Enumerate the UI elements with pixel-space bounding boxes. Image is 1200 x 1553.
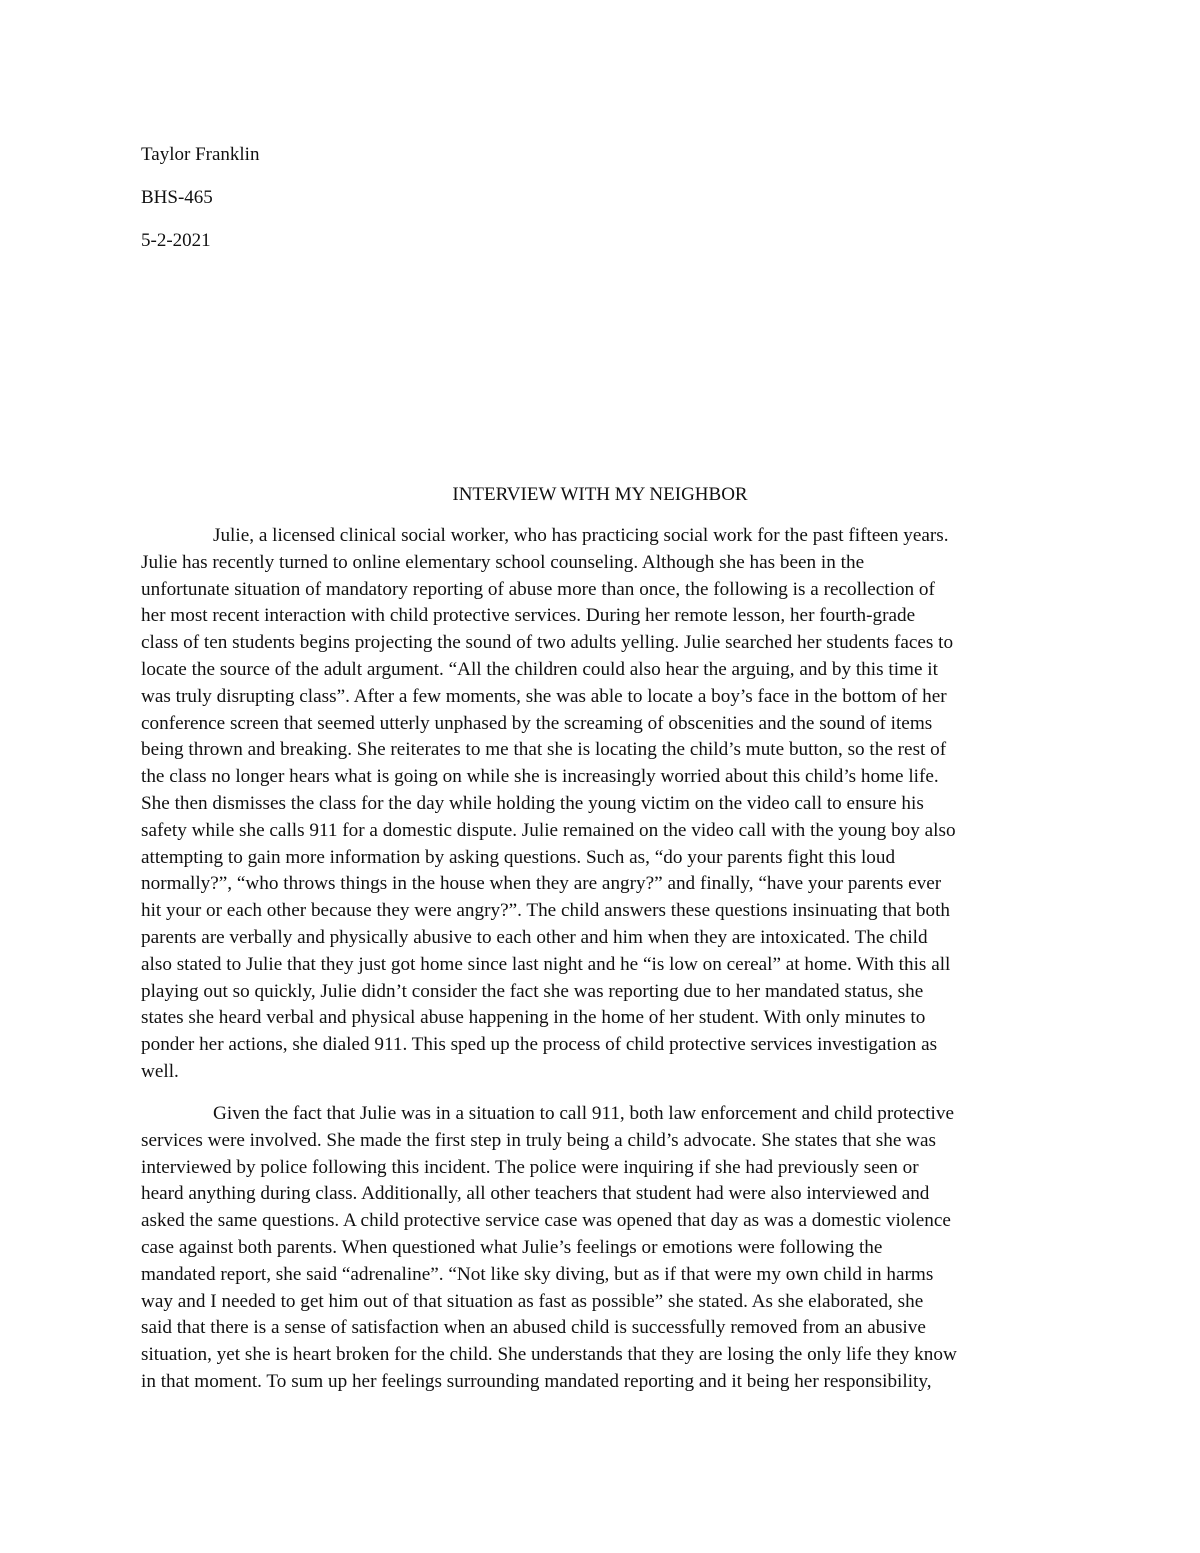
text-line: in that moment. To sum up her feelings surrounding mandated reporting and it being her responsibility, — [141, 1370, 932, 1392]
document-title: INTERVIEW WITH MY NEIGHBOR — [452, 484, 748, 505]
text-line: way and I needed to get him out of that situation as fast as possible” she stated. As she elaborated, she — [141, 1290, 924, 1312]
body-paragraph-2 — [141, 1101, 1063, 1396]
text-line: also stated to Julie that they just got home since last night and he “is low on cereal” at home. With this all — [141, 953, 951, 975]
text-line: conference screen that seemed utterly unphased by the screaming of obscenities and the sound of items — [141, 712, 933, 734]
text-line: playing out so quickly, Julie didn’t consider the fact she was reporting due to her mandated status, she — [141, 980, 924, 1002]
text-line: safety while she calls 911 for a domestic dispute. Julie remained on the video call with the young boy also — [141, 819, 956, 841]
text-line: services were involved. She made the first step in truly being a child’s advocate. She states that she was — [141, 1129, 936, 1151]
text-line: parents are verbally and physically abusive to each other and him when they are intoxicated. The child — [141, 926, 928, 948]
text-line: Given the fact that Julie was in a situation to call 911, both law enforcement and child protective — [213, 1103, 954, 1124]
author-name: Taylor Franklin — [141, 144, 260, 165]
text-line: hit your or each other because they were angry?”. The child answers these questions insinuating that both — [141, 900, 951, 922]
text-line: the class no longer hears what is going on while she is increasingly worried about this child’s home life. — [141, 766, 939, 788]
text-line: states she heard verbal and physical abuse happening in the home of her student. With only minutes to — [141, 1007, 926, 1029]
body-paragraph-1 — [141, 523, 1063, 1086]
text-line: attempting to gain more information by asking questions. Such as, “do your parents fight this loud — [141, 846, 896, 868]
document-date: 5-2-2021 — [141, 230, 211, 251]
text-line: case against both parents. When questioned what Julie’s feelings or emotions were following the — [141, 1236, 883, 1258]
text-line: mandated report, she said “adrenaline”. “Not like sky diving, but as if that were my own child in harms — [141, 1263, 934, 1285]
text-line: normally?”, “who throws things in the house when they are angry?” and finally, “have your parents ever — [141, 873, 942, 895]
text-line: heard anything during class. Additionally, all other teachers that student had were also interviewed and — [141, 1183, 930, 1205]
text-line: asked the same questions. A child protective service case was opened that day as was a domestic violence — [141, 1210, 951, 1232]
text-line: unfortunate situation of mandatory reporting of abuse more than once, the following is a recollection of — [141, 578, 935, 600]
text-line: well. — [141, 1060, 179, 1082]
text-line: class of ten students begins projecting the sound of two adults yelling. Julie searched her students faces to — [141, 632, 954, 654]
text-line: Julie, a licensed clinical social worker, who has practicing social work for the past fifteen years. — [213, 525, 949, 546]
course-code: BHS-465 — [141, 187, 213, 208]
text-line: was truly disrupting class”. After a few moments, she was able to locate a boy’s face in the bottom of her — [141, 685, 947, 707]
text-line: being thrown and breaking. She reiterates to me that she is locating the child’s mute button, so the rest of — [141, 739, 947, 761]
text-line: She then dismisses the class for the day while holding the young victim on the video call to ensure his — [141, 792, 924, 814]
text-line: ponder her actions, she dialed 911. This sped up the process of child protective services investigation as — [141, 1034, 938, 1056]
text-line: situation, yet she is heart broken for the child. She understands that they are losing the only life they know — [141, 1344, 957, 1366]
text-line: said that there is a sense of satisfaction when an abused child is successfully removed from an abusive — [141, 1317, 926, 1339]
text-line: her most recent interaction with child protective services. During her remote lesson, her fourth-grade — [141, 605, 916, 627]
text-line: Julie has recently turned to online elementary school counseling. Although she has been in the — [141, 551, 865, 573]
text-line: interviewed by police following this incident. The police were inquiring if she had previously seen or — [141, 1156, 919, 1178]
text-line: locate the source of the adult argument. “All the children could also hear the arguing, and by this time it — [141, 658, 938, 680]
